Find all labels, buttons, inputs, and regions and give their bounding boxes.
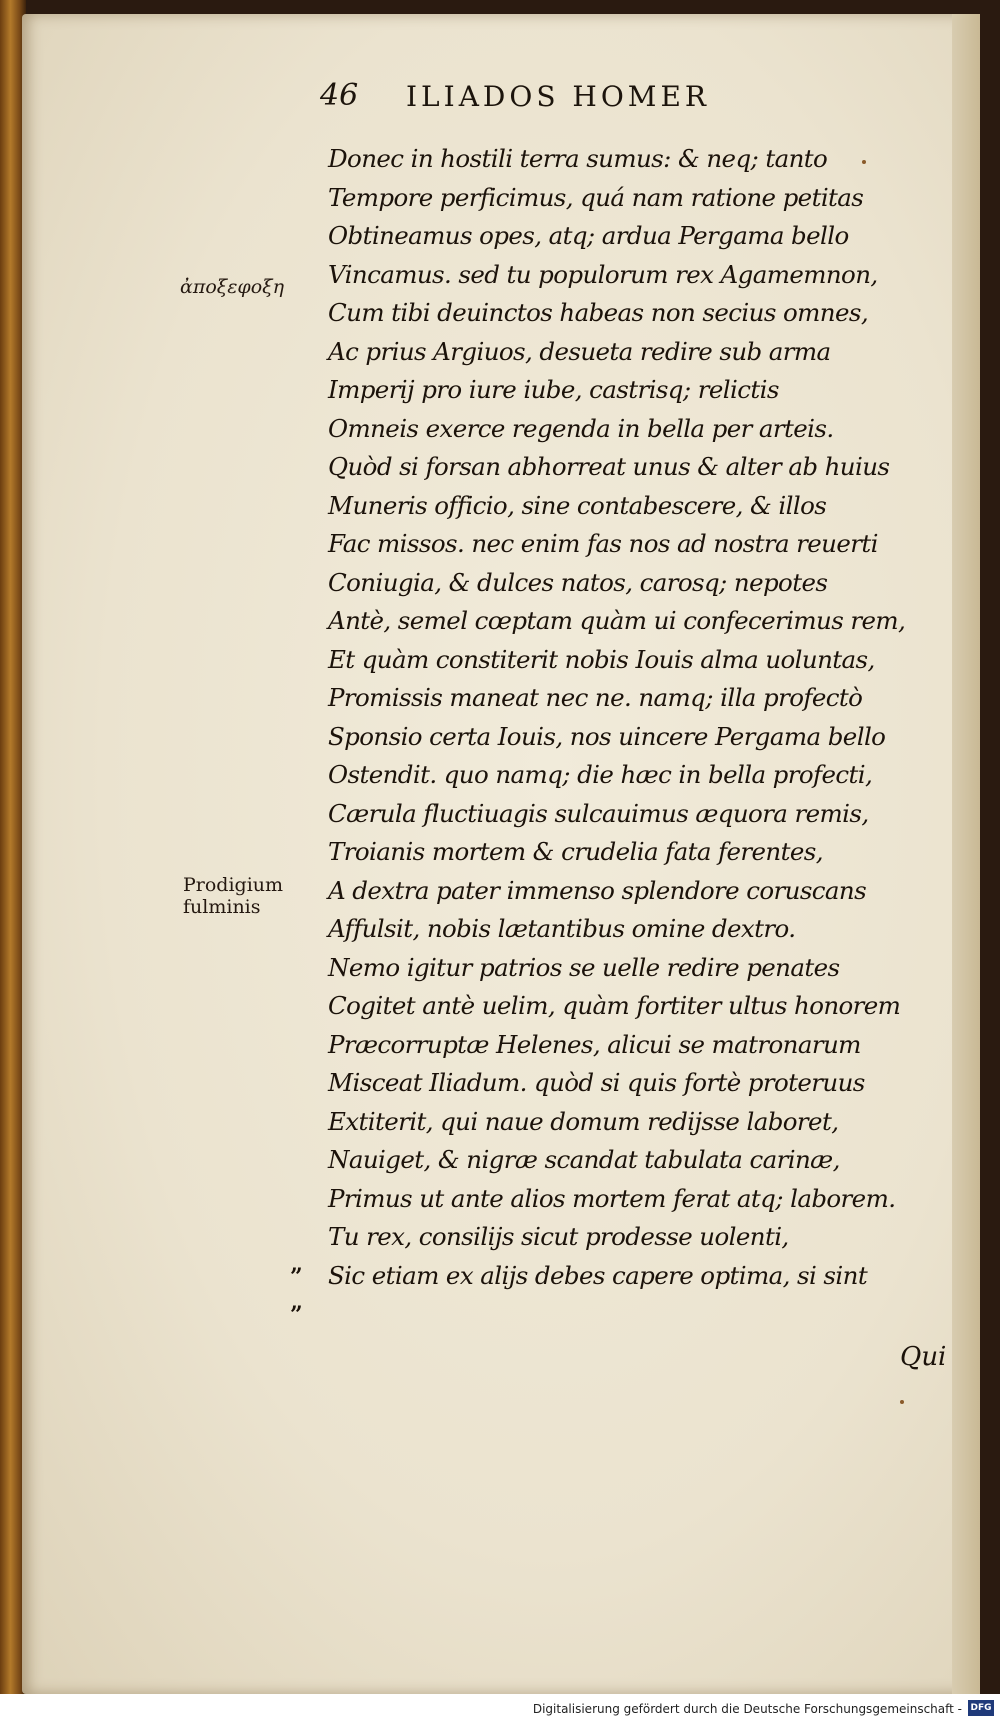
verse-line: Extiterit, qui naue domum redijsse laboret,: [328, 1106, 839, 1136]
verse-line: Præcorruptæ Helenes, alicui se matronarum: [328, 1029, 861, 1059]
verse-line: Ac prius Argiuos, desueta redire sub arma: [328, 336, 831, 366]
quotation-mark: ”: [290, 1264, 303, 1290]
verse-line: Tu rex, consilijs sicut prodesse uolenti,: [328, 1222, 789, 1251]
verse-line: Cogitet antè uelim, quàm fortiter ultus honorem: [328, 991, 901, 1020]
page-edge: [952, 14, 980, 1694]
verse-line: Fac missos. nec enim fas nos ad nostra reuerti: [328, 529, 878, 558]
verse-line: Cærula fluctiuagis sulcauimus æquora remis,: [328, 798, 869, 828]
catchword: Qui: [900, 1342, 947, 1372]
verse-line: Cum tibi deuinctos habeas non secius omnes,: [328, 298, 869, 327]
quotation-mark: ”: [290, 1302, 303, 1328]
page-number: 46: [320, 78, 359, 113]
margin-note-greek: ἀποξεφοξη: [180, 276, 285, 298]
verse-line: Imperij pro iure iube, castrisq; relictis: [328, 375, 779, 404]
page-header: [320, 78, 840, 122]
verse-line: Ostendit. quo namq; die hæc in bella profecti,: [328, 760, 873, 789]
ink-speck: [900, 1400, 904, 1404]
margin-note-line: fulminis: [183, 896, 261, 918]
verse-line: Quòd si forsan abhorreat unus & alter ab huius: [328, 452, 890, 481]
verse-line: Omneis exerce regenda in bella per arteis.: [328, 413, 834, 443]
verse-line: Et quàm constiterit nobis Iouis alma uoluntas,: [328, 644, 875, 674]
margin-note-prodigium: [183, 874, 313, 918]
verse-line: Muneris officio, sine contabescere, & illos: [328, 490, 827, 520]
verse-line: Misceat Iliadum. quòd si quis fortè proteruus: [328, 1068, 865, 1097]
verse-line: Tempore perficimus, quá nam ratione petitas: [328, 182, 864, 212]
verse-line: Sic etiam ex alijs debes capere optima, si sint: [328, 1260, 868, 1290]
verse-line: Nauiget, & nigræ scandat tabulata carinæ,: [328, 1145, 840, 1174]
footer-bar: [0, 1694, 1000, 1727]
verse-line: Obtineamus opes, atq; ardua Pergama bello: [328, 221, 849, 250]
verse-line: Troianis mortem & crudelia fata ferentes,: [328, 837, 823, 866]
running-head: ILIADOS HOMER: [406, 80, 710, 113]
digitization-credit: Digitalisierung gefördert durch die Deutsche Forschungsgemeinschaft -: [532, 1702, 962, 1716]
verse-line: Primus ut ante alios mortem ferat atq; laborem.: [328, 1183, 896, 1213]
verse-line: Promissis maneat nec ne. namq; illa profectò: [328, 683, 863, 712]
verse-line: Donec in hostili terra sumus: & neq; tanto: [328, 144, 828, 173]
verse-line: A dextra pater immenso splendore coruscans: [328, 875, 867, 905]
verse-line: Sponsio certa Iouis, nos uincere Pergama bello: [328, 721, 886, 751]
dfg-logo: DFG: [968, 1700, 994, 1716]
verse-line: Vincamus. sed tu populorum rex Agamemnon,: [328, 259, 878, 289]
verse-line: Antè, semel cœptam quàm ui confecerimus rem,: [328, 606, 906, 635]
verse-line: Nemo igitur patrios se uelle redire penates: [328, 952, 840, 982]
verse-line: Affulsit, nobis lætantibus omine dextro.: [328, 914, 796, 943]
verse-line: Coniugia, & dulces natos, carosq; nepotes: [328, 567, 828, 597]
margin-note-line: Prodigium: [183, 874, 284, 896]
verse-text: [328, 140, 938, 1295]
